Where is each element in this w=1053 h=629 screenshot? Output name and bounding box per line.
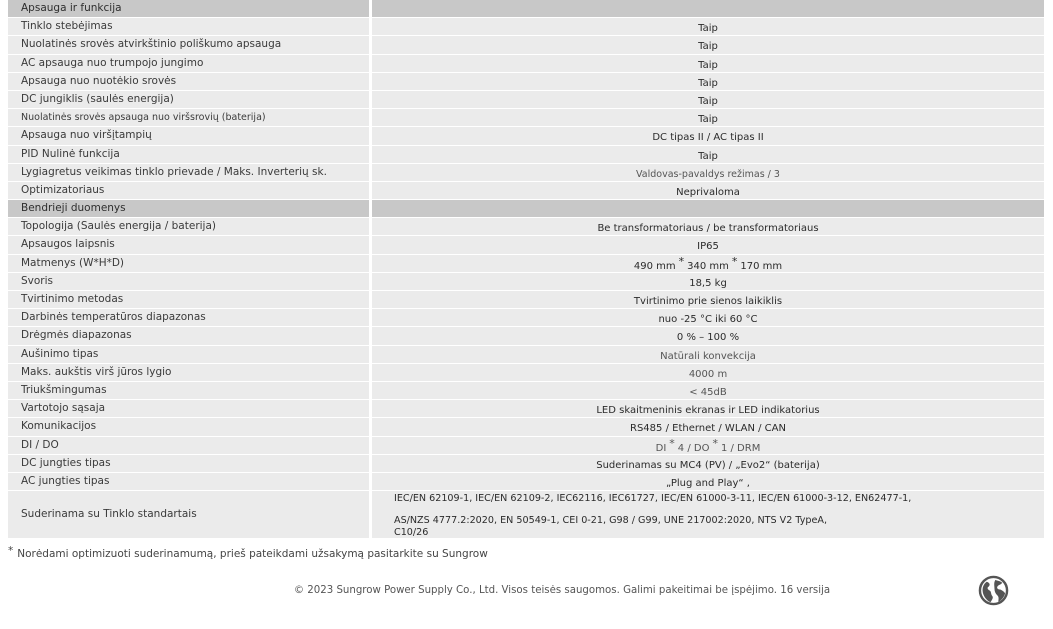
row-value: Suderinamas su MC4 (PV) / „Evo2“ (baterija) (372, 455, 1044, 472)
table-row (8, 364, 1044, 382)
multiply-star: * (712, 436, 718, 450)
table-row (8, 291, 1044, 309)
dimension-width: 490 mm (633, 260, 676, 272)
di-do-label: 4 / DO (677, 442, 710, 454)
row-label: Topologija (Saulės energija / baterija) (8, 218, 369, 235)
standards-line: AS/NZS 4777.2:2020, EN 50549-1, CEI 0-21, G98 / G99, UNE 217002:2020, NTS V2 TypeA, (394, 515, 828, 527)
row-value: nuo -25 °C iki 60 °C (372, 309, 1044, 326)
row-value: Tvirtinimo prie sienos laikiklis (372, 291, 1044, 308)
table-row (8, 18, 1044, 36)
section-header-fill (372, 0, 1044, 17)
row-value: Taip (372, 18, 1044, 35)
table-row (8, 327, 1044, 345)
row-label: Svoris (8, 273, 369, 290)
row-value: Taip (372, 109, 1044, 126)
row-label: PID Nulinė funkcija (8, 146, 369, 163)
table-row (8, 309, 1044, 327)
row-label: Nuolatinės srovės apsauga nuo viršsrovių (baterija) (8, 109, 369, 126)
row-value: Valdovas-pavaldys režimas / 3 (372, 164, 1044, 181)
table-row (8, 36, 1044, 54)
section-title: Bendrieji duomenys (8, 200, 369, 217)
footnote-text: Norėdami optimizuoti suderinamumą, prieš pateikdami užsakymą pasitarkite su Sungrow (17, 548, 488, 560)
row-label: Tvirtinimo metodas (8, 291, 369, 308)
section-title: Apsauga ir funkcija (8, 0, 369, 17)
row-value: 0 % – 100 % (372, 327, 1044, 344)
row-label: Apsauga nuo nuotėkio srovės (8, 73, 369, 90)
copyright-text: © 2023 Sungrow Power Supply Co., Ltd. Visos teisės saugomos. Galimi pakeitimai be įspėjimo. 16 versija (293, 585, 831, 596)
row-value: Be transformatoriaus / be transformatoriaus (372, 218, 1044, 235)
row-value: DC tipas II / AC tipas II (372, 127, 1044, 144)
standards-line: IEC/EN 62109-1, IEC/EN 62109-2, IEC62116, IEC61727, IEC/EN 61000-3-11, IEC/EN 61000-3-12, EN62477-1, (394, 493, 912, 505)
multiply-star: * (678, 254, 685, 268)
table-row (8, 127, 1044, 145)
row-value (372, 437, 1044, 454)
table-row (8, 346, 1044, 364)
row-label: Nuolatinės srovės atvirkštinio poliškumo apsauga (8, 36, 369, 53)
row-label: Apsauga nuo viršįtampių (8, 127, 369, 144)
dimension-height: 340 mm (687, 260, 729, 272)
section-header-fill (372, 200, 1044, 217)
row-value: IP65 (372, 236, 1044, 253)
row-label: Triukšmingumas (8, 382, 369, 399)
table-row (8, 218, 1044, 236)
row-value: Taip (372, 73, 1044, 90)
row-label: Lygiagretus veikimas tinklo prievade / Maks. Inverterių sk. (8, 164, 369, 181)
row-label: Komunikacijos (8, 418, 369, 435)
table-row (8, 273, 1044, 291)
row-label: DC jungiklis (saulės energija) (8, 91, 369, 108)
row-value: „Plug and Play“ , (372, 473, 1044, 490)
table-row (8, 91, 1044, 109)
table-row (8, 146, 1044, 164)
table-row (8, 437, 1044, 455)
row-value: 18,5 kg (372, 273, 1044, 290)
table-row (8, 164, 1044, 182)
table-row (8, 109, 1044, 127)
row-value: Taip (372, 146, 1044, 163)
drm-label: 1 / DRM (720, 442, 761, 454)
row-value: Taip (372, 55, 1044, 72)
dimension-depth: 170 mm (740, 260, 783, 272)
table-row (8, 236, 1044, 254)
row-label: Aušinimo tipas (8, 346, 369, 363)
multiply-star: * (731, 254, 738, 268)
row-label: Maks. aukštis virš jūros lygio (8, 364, 369, 381)
table-row (8, 255, 1044, 273)
row-value: Natūrali konvekcija (372, 346, 1044, 363)
row-label: DC jungties tipas (8, 455, 369, 472)
row-value: Taip (372, 36, 1044, 53)
row-label: Vartotojo sąsaja (8, 400, 369, 417)
row-label: Darbinės temperatūros diapazonas (8, 309, 369, 326)
row-value: < 45dB (372, 382, 1044, 399)
standards-line: C10/26 (394, 527, 429, 539)
table-row (8, 491, 1044, 539)
table-row (8, 418, 1044, 436)
row-value: Taip (372, 91, 1044, 108)
footnote (8, 545, 488, 560)
row-label: AC jungties tipas (8, 473, 369, 490)
row-value (372, 491, 1044, 538)
footnote-star: * (8, 545, 14, 557)
row-label: Apsaugos laipsnis (8, 236, 369, 253)
globe-icon[interactable] (978, 575, 1009, 606)
row-label: Suderinama su Tinklo standartais (8, 491, 369, 538)
section-header (8, 200, 1044, 218)
row-label: DI / DO (8, 437, 369, 454)
row-value: LED skaitmeninis ekranas ir LED indikatorius (372, 400, 1044, 417)
spec-table (8, 0, 1044, 539)
row-label: AC apsauga nuo trumpojo jungimo (8, 55, 369, 72)
row-value: Neprivaloma (372, 182, 1044, 199)
row-value: 4000 m (372, 364, 1044, 381)
table-row (8, 55, 1044, 73)
table-row (8, 73, 1044, 91)
di-label: DI (655, 442, 667, 454)
table-row (8, 382, 1044, 400)
row-value (372, 255, 1044, 272)
table-row (8, 400, 1044, 418)
row-label: Matmenys (W*H*D) (8, 255, 369, 272)
table-row (8, 182, 1044, 200)
multiply-star: * (669, 436, 675, 450)
table-row (8, 473, 1044, 491)
table-row (8, 455, 1044, 473)
row-label: Optimizatoriaus (8, 182, 369, 199)
row-label: Drėgmės diapazonas (8, 327, 369, 344)
row-value: RS485 / Ethernet / WLAN / CAN (372, 418, 1044, 435)
section-header (8, 0, 1044, 18)
row-label: Tinklo stebėjimas (8, 18, 369, 35)
